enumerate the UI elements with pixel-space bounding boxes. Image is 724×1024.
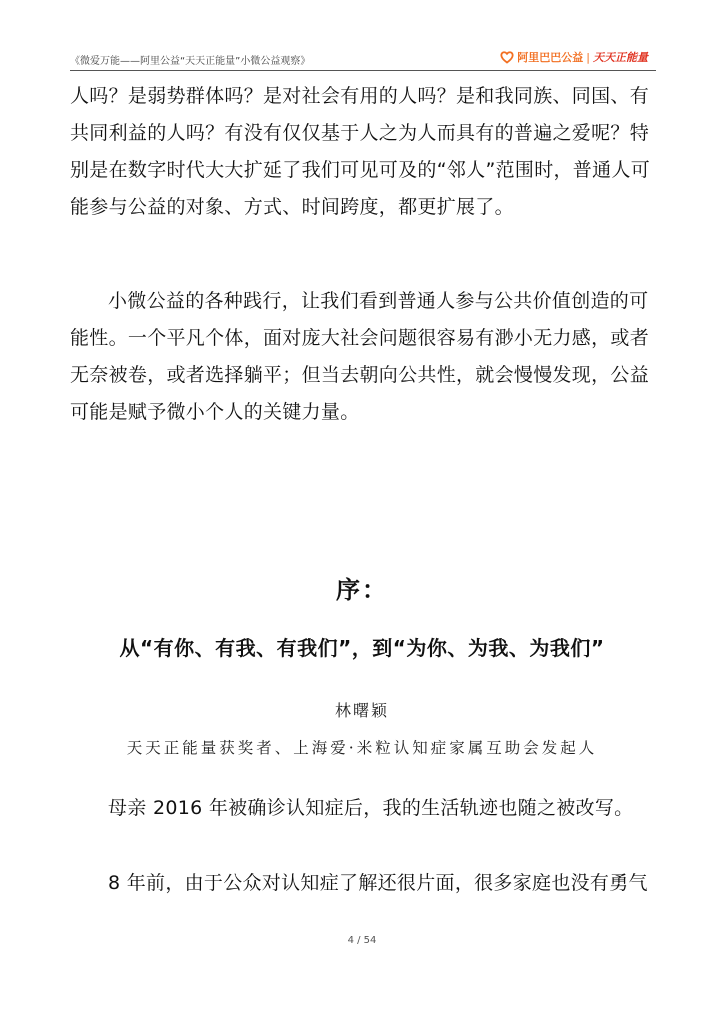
logo-name: 阿里巴巴公益 [517,51,584,64]
preface-subtitle: 从“有你、有我、有我们”，到“为你、为我、为我们” [119,636,605,660]
paragraph-micro-charity: 小微公益的各种践行，让我们看到普通人参与公共价值创造的可能性。一个平凡个体，面对庞大社会问题很容易有渺小无力感，或者无奈被卷，或者选择躺平；但当去朝向公共性，就会慢慢发现，公益可能是赋予微小个人的关键力量。 [70,290,650,423]
page-header [70,48,656,71]
paragraph-continued: 人吗？是弱势群体吗？是对社会有用的人吗？是和我同族、同国、有共同利益的人吗？有没有仅仅基于人之为人而具有的普遍之爱呢？特别是在数字时代大大扩延了我们可见可及的“邻人”范围时，普通人可能参与公益的对象、方式、时间跨度，都更扩展了。 [70,85,650,218]
author-name: 林曙颖 [334,701,389,720]
page-number: 4 / 54 [347,935,377,946]
alibaba-foundation-logo [500,49,648,65]
heart-logo-icon [500,50,514,64]
author-affiliation: 天天正能量获奖者、上海爱·米粒认知症家属互助会发起人 [126,739,598,757]
logo-slogan: 天天正能量 [593,51,648,64]
preface-heading: 序： [336,576,388,604]
logo-separator: | [586,50,590,64]
document-title: 《微爱万能——阿里公益“天天正能量”小微公益观察》 [70,56,311,67]
body-line: 8 年前，由于公众对认知症了解还很片面，很多家庭也没有勇气 [108,872,648,894]
body-line: 母亲 2016 年被确诊认知症后，我的生活轨迹也随之被改写。 [108,797,634,819]
